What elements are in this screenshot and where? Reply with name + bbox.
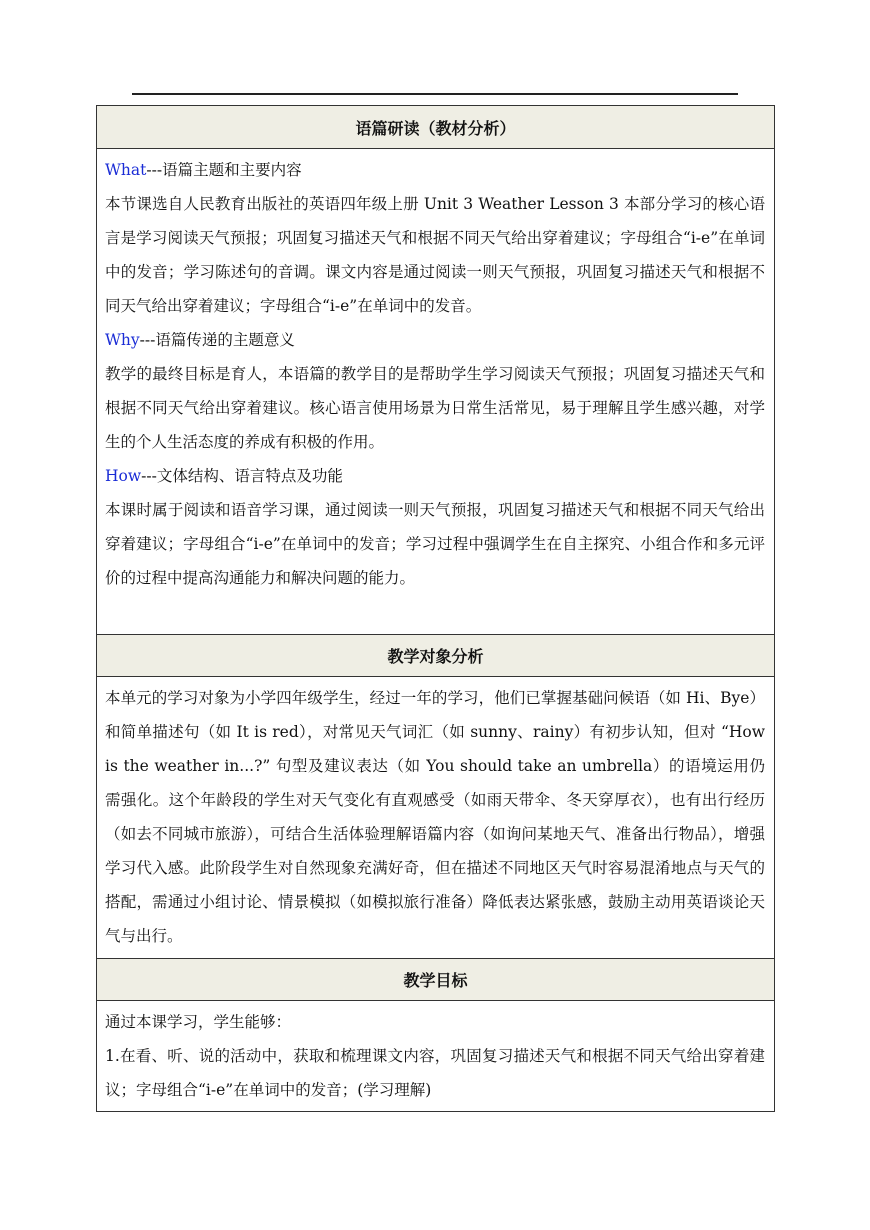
objectives-intro: 通过本课学习，学生能够： (105, 1013, 292, 1031)
learner-analysis-content (97, 677, 774, 959)
why-heading: Why---语篇传递的主题意义 (105, 331, 295, 349)
objectives-content (97, 1001, 774, 1111)
header-rule (132, 93, 738, 95)
lesson-plan-table (96, 105, 775, 1112)
section-heading-learner-analysis (97, 635, 774, 677)
what-heading: What---语篇主题和主要内容 (105, 161, 302, 179)
how-paragraph: 本课时属于阅读和语音学习课，通过阅读一则天气预报，巩固复习描述天气和根据不同天气给出穿着建议；字母组合“i-e”在单词中的发音；学习过程中强调学生在自主探究、小组合作和多元评价的过程中提高沟通能力和解决问题的能力。 (105, 501, 765, 587)
section-heading: 教学对象分析 (387, 647, 484, 666)
why-keyword: Why (105, 331, 140, 349)
how-heading: How---文体结构、语言特点及功能 (105, 467, 343, 485)
section-heading-objectives (97, 959, 774, 1001)
what-keyword: What (105, 161, 147, 179)
section-heading: 教学目标 (403, 971, 468, 990)
section-heading: 语篇研读（教材分析） (355, 118, 516, 138)
why-paragraph: 教学的最终目标是育人，本语篇的教学目的是帮助学生学习阅读天气预报；巩固复习描述天气和根据不同天气给出穿着建议。核心语言使用场景为日常生活常见，易于理解且学生感兴趣，对学生的个人生活态度的养成有积极的作用。 (105, 365, 765, 451)
what-paragraph: 本节课选自人民教育出版社的英语四年级上册 Unit 3 Weather Lesson 3 本部分学习的核心语言是学习阅读天气预报；巩固复习描述天气和根据不同天气给出穿着建议；字母组合“i-e”在单词中的发音；学习陈述句的音调。课文内容是通过阅读一则天气预报，巩固复习描述天气和根据不同天气给出穿着建议；字母组合“i-e”在单词中的发音。 (105, 195, 765, 315)
section-heading-text-analysis (97, 106, 774, 149)
text-analysis-content (97, 149, 774, 635)
objective-item: 1.在看、听、说的活动中，获取和梳理课文内容，巩固复习描述天气和根据不同天气给出穿着建议；字母组合“i-e”在单词中的发音；(学习理解) (105, 1047, 765, 1099)
learner-paragraph: 本单元的学习对象为小学四年级学生，经过一年的学习，他们已掌握基础问候语（如 Hi、Bye）和简单描述句（如 It is red），对常见天气词汇（如 sunny、rainy）有初步认知，但对 “How is the weather in...?” 句型及建议表达（如 You should take an umbrella）的语境运用仍需强化。这个年龄段的学生对天气变化有直观感受（如雨天带伞、冬天穿厚衣），也有出行经历（如去不同城市旅游），可结合生活体验理解语篇内容（如询问某地天气、准备出行物品），增强学习代入感。此阶段学生对自然现象充满好奇，但在描述不同地区天气时容易混淆地点与天气的搭配，需通过小组讨论、情景模拟（如模拟旅行准备）降低表达紧张感，鼓励主动用英语谈论天气与出行。 (105, 689, 765, 945)
how-keyword: How (105, 467, 142, 485)
